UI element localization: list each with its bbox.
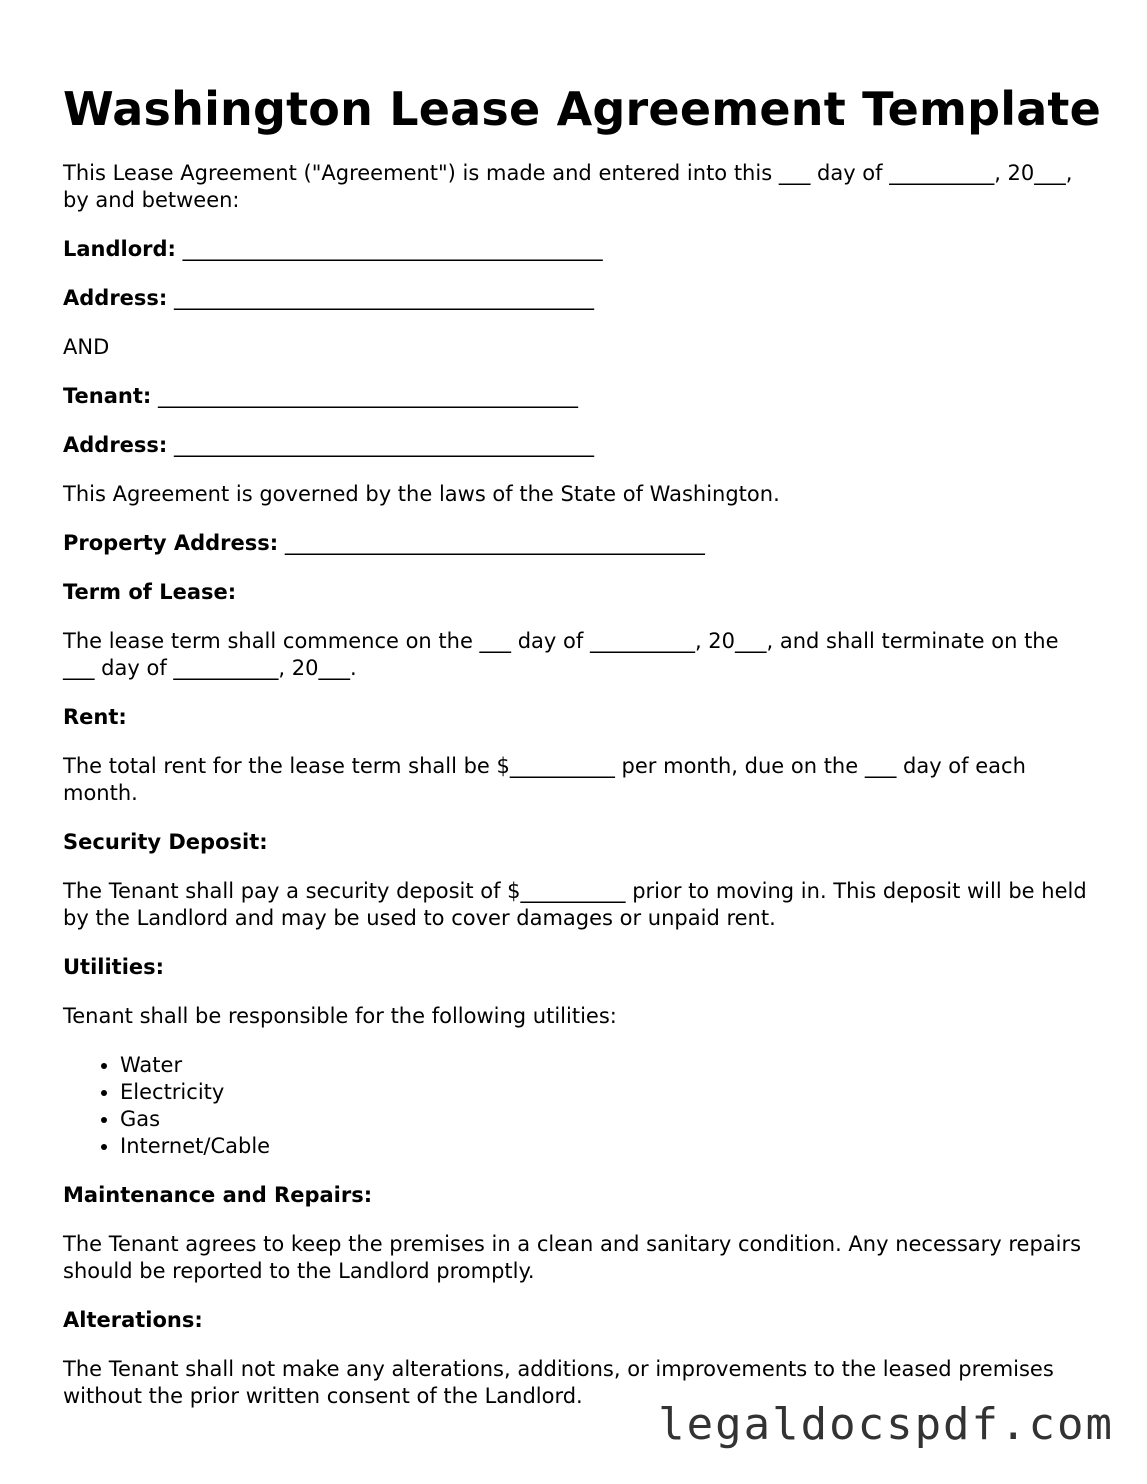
landlord-address-blank: ________________________________________ — [174, 286, 595, 310]
maintenance-heading: Maintenance and Repairs: — [63, 1183, 373, 1207]
document-page — [63, 82, 1102, 1432]
rent-paragraph: The total rent for the lease term shall be $__________ per month, due on the ___ day of each month. — [63, 754, 1026, 805]
security-deposit-heading: Security Deposit: — [63, 830, 268, 854]
list-item: • Gas — [120, 1106, 1093, 1133]
term-paragraph: The lease term shall commence on the ___ day of __________, 20___, and shall terminate on the ___ day of __________, 20___. — [63, 629, 1059, 680]
landlord-label: Landlord: — [63, 237, 176, 261]
governing-law-paragraph: This Agreement is governed by the laws of the State of Washington. — [63, 482, 780, 506]
landlord-name-field — [63, 236, 1093, 263]
term-heading: Term of Lease: — [63, 580, 237, 604]
utilities-heading: Utilities: — [63, 955, 165, 979]
maintenance-paragraph: The Tenant agrees to keep the premises in a clean and sanitary condition. Any necessary repairs should be reported to the Landlord promptly. — [63, 1232, 1082, 1283]
document-title: Washington Lease Agreement Template — [63, 82, 1102, 136]
list-item: • Internet/Cable — [120, 1133, 1093, 1160]
utilities-list — [63, 1052, 1093, 1160]
tenant-address-label: Address: — [63, 433, 168, 457]
tenant-address-field — [63, 432, 1093, 459]
property-address-field — [63, 530, 1093, 557]
and-conjunction: AND — [63, 335, 110, 359]
list-item: • Water — [120, 1052, 1093, 1079]
security-deposit-paragraph: The Tenant shall pay a security deposit of $__________ prior to moving in. This deposit will be held by the Landlord and may be used to cover damages or unpaid rent. — [63, 879, 1087, 930]
tenant-name-blank: ________________________________________ — [157, 384, 578, 408]
landlord-address-field — [63, 285, 1093, 312]
intro-paragraph: This Lease Agreement ("Agreement") is made and entered into this ___ day of __________, 20___, by and between: — [63, 161, 1073, 212]
alterations-paragraph: The Tenant shall not make any alterations, additions, or improvements to the leased premises without the prior written consent of the Landlord. — [63, 1357, 1054, 1408]
utilities-paragraph: Tenant shall be responsible for the following utilities: — [63, 1004, 617, 1028]
landlord-name-blank: ________________________________________ — [182, 237, 603, 261]
tenant-name-field — [63, 383, 1093, 410]
list-item: • Electricity — [120, 1079, 1093, 1106]
property-address-blank: ________________________________________ — [284, 531, 705, 555]
rent-heading: Rent: — [63, 705, 127, 729]
tenant-address-blank: ________________________________________ — [174, 433, 595, 457]
tenant-label: Tenant: — [63, 384, 152, 408]
landlord-address-label: Address: — [63, 286, 168, 310]
property-address-label: Property Address: — [63, 531, 279, 555]
alterations-heading: Alterations: — [63, 1308, 203, 1332]
watermark: legaldocspdf.com — [658, 1399, 1114, 1450]
